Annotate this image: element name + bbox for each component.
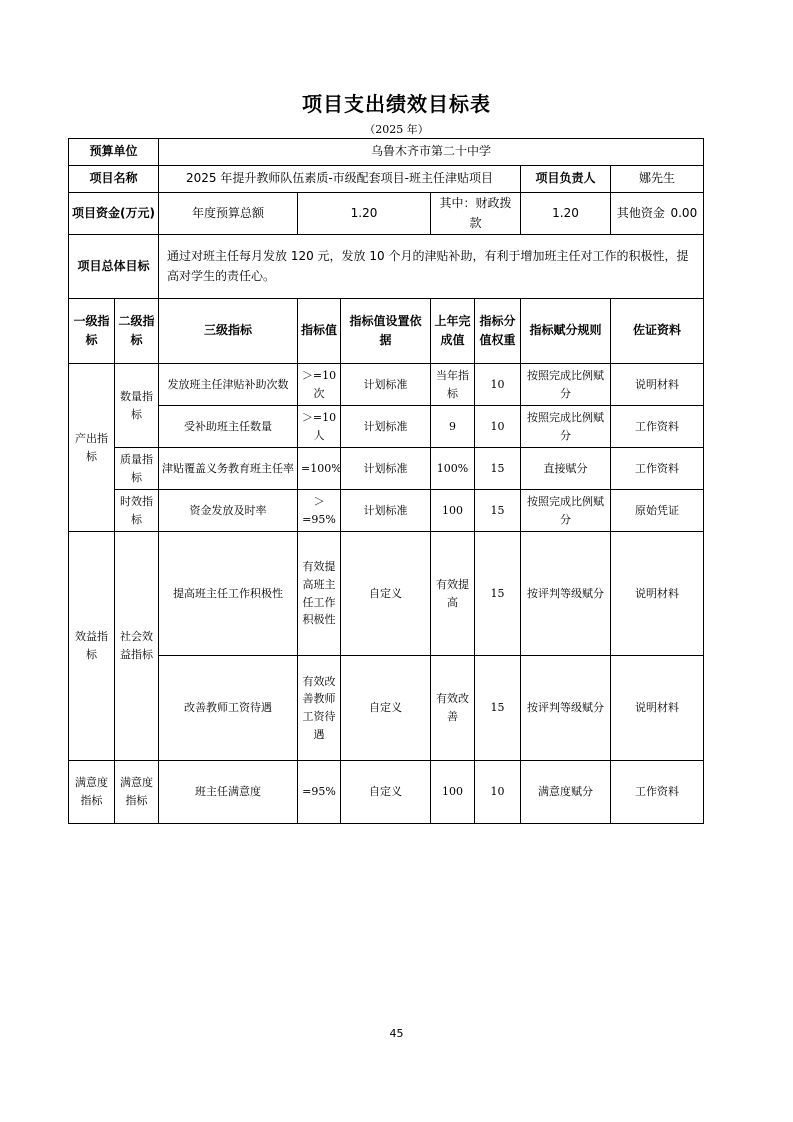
indicator-basis: 自定义 <box>341 656 431 761</box>
indicator-weight: 15 <box>475 448 521 490</box>
header-level2: 二级指标 <box>115 299 159 364</box>
indicator-last-year: 当年指标 <box>431 364 475 406</box>
indicator-basis: 计划标准 <box>341 406 431 448</box>
budget-unit-label: 预算单位 <box>69 139 159 166</box>
table-row <box>69 761 704 824</box>
annual-budget-value: 1.20 <box>298 193 431 235</box>
group-benefit: 效益指标 <box>69 532 115 761</box>
indicator-basis: 计划标准 <box>341 364 431 406</box>
indicator-basis: 计划标准 <box>341 490 431 532</box>
header-level3: 三级指标 <box>159 299 298 364</box>
indicator-last-year: 100 <box>431 490 475 532</box>
indicator-evidence: 说明材料 <box>611 532 704 656</box>
indicator-value: 有效改善教师工资待遇 <box>298 656 341 761</box>
page-number: 45 <box>389 1027 404 1040</box>
group-timeliness: 时效指标 <box>115 490 159 532</box>
other-funds-label: 其他资金 <box>616 205 665 220</box>
header-level1: 一级指标 <box>69 299 115 364</box>
funds-row <box>69 193 704 235</box>
table-row <box>69 364 704 406</box>
year-label: （2025 年） <box>364 123 429 136</box>
project-name-label: 项目名称 <box>69 166 159 193</box>
table-row <box>69 656 704 761</box>
group-satisfaction: 满意度指标 <box>69 761 115 824</box>
group-quality: 质量指标 <box>115 448 159 490</box>
indicator-evidence: 工作资料 <box>611 761 704 824</box>
indicator-evidence: 说明材料 <box>611 656 704 761</box>
annual-budget-label: 年度预算总额 <box>159 193 298 235</box>
indicator-weight: 15 <box>475 490 521 532</box>
header-rule: 指标赋分规则 <box>521 299 611 364</box>
indicator-evidence: 原始凭证 <box>611 490 704 532</box>
indicator-evidence: 工作资料 <box>611 448 704 490</box>
header-last-year: 上年完成值 <box>431 299 475 364</box>
indicator-weight: 10 <box>475 406 521 448</box>
indicator-rule: 按照完成比例赋分 <box>521 364 611 406</box>
indicator-value: =100% <box>298 448 341 490</box>
indicator-value: 有效提高班主任工作积极性 <box>298 532 341 656</box>
indicator-last-year: 有效改善 <box>431 656 475 761</box>
indicator-name: 津贴覆盖义务教育班主任率 <box>159 448 298 490</box>
indicator-evidence: 说明材料 <box>611 364 704 406</box>
indicator-last-year: 100 <box>431 761 475 824</box>
header-basis: 指标值设置依据 <box>341 299 431 364</box>
indicator-basis: 计划标准 <box>341 448 431 490</box>
indicator-rule: 直接赋分 <box>521 448 611 490</box>
header-evidence: 佐证资料 <box>611 299 704 364</box>
indicator-name: 班主任满意度 <box>159 761 298 824</box>
indicator-rule: 满意度赋分 <box>521 761 611 824</box>
budget-unit-value: 乌鲁木齐市第二十中学 <box>159 139 704 166</box>
indicator-value: ＞=10人 <box>298 406 341 448</box>
header-value: 指标值 <box>298 299 341 364</box>
indicator-header-row <box>69 299 704 364</box>
indicator-name: 改善教师工资待遇 <box>159 656 298 761</box>
group-social: 社会效益指标 <box>115 532 159 761</box>
budget-unit-row <box>69 139 704 166</box>
indicator-rule: 按照完成比例赋分 <box>521 490 611 532</box>
manager-label: 项目负责人 <box>521 166 611 193</box>
indicator-rule: 按评判等级赋分 <box>521 656 611 761</box>
project-name-value: 2025 年提升教师队伍素质-市级配套项目-班主任津贴项目 <box>159 166 521 193</box>
other-funds <box>611 193 704 235</box>
indicator-value: =95% <box>298 761 341 824</box>
manager-value: 娜先生 <box>611 166 704 193</box>
indicator-name: 资金发放及时率 <box>159 490 298 532</box>
goal-text: 通过对班主任每月发放 120 元，发放 10 个月的津贴补助，有利于增加班主任对工作的积极性，提高对学生的责任心。 <box>159 235 704 299</box>
indicator-value: ＞=10次 <box>298 364 341 406</box>
group-satisfaction-sub: 满意度指标 <box>115 761 159 824</box>
indicator-last-year: 100% <box>431 448 475 490</box>
indicator-basis: 自定义 <box>341 761 431 824</box>
goal-row <box>69 235 704 299</box>
group-output: 产出指标 <box>69 364 115 532</box>
indicator-rule: 按评判等级赋分 <box>521 532 611 656</box>
fiscal-value: 1.20 <box>521 193 611 235</box>
indicator-weight: 15 <box>475 656 521 761</box>
indicator-name: 发放班主任津贴补助次数 <box>159 364 298 406</box>
group-quantity: 数量指标 <box>115 364 159 448</box>
other-funds-value: 0.00 <box>670 205 698 220</box>
project-name-row <box>69 166 704 193</box>
indicator-rule: 按照完成比例赋分 <box>521 406 611 448</box>
fiscal-label: 其中：财政拨款 <box>431 193 521 235</box>
performance-table <box>68 138 704 824</box>
table-row <box>69 406 704 448</box>
table-row <box>69 532 704 656</box>
table-row <box>69 490 704 532</box>
indicator-basis: 自定义 <box>341 532 431 656</box>
header-weight: 指标分值权重 <box>475 299 521 364</box>
indicator-value: ＞=95% <box>298 490 341 532</box>
indicator-name: 提高班主任工作积极性 <box>159 532 298 656</box>
indicator-weight: 10 <box>475 364 521 406</box>
table-row <box>69 448 704 490</box>
indicator-name: 受补助班主任数量 <box>159 406 298 448</box>
page-title: 项目支出绩效目标表 <box>302 92 491 116</box>
indicator-last-year: 9 <box>431 406 475 448</box>
goal-label: 项目总体目标 <box>69 235 159 299</box>
funds-label: 项目资金(万元) <box>69 193 159 235</box>
indicator-weight: 15 <box>475 532 521 656</box>
indicator-last-year: 有效提高 <box>431 532 475 656</box>
indicator-evidence: 工作资料 <box>611 406 704 448</box>
indicator-weight: 10 <box>475 761 521 824</box>
